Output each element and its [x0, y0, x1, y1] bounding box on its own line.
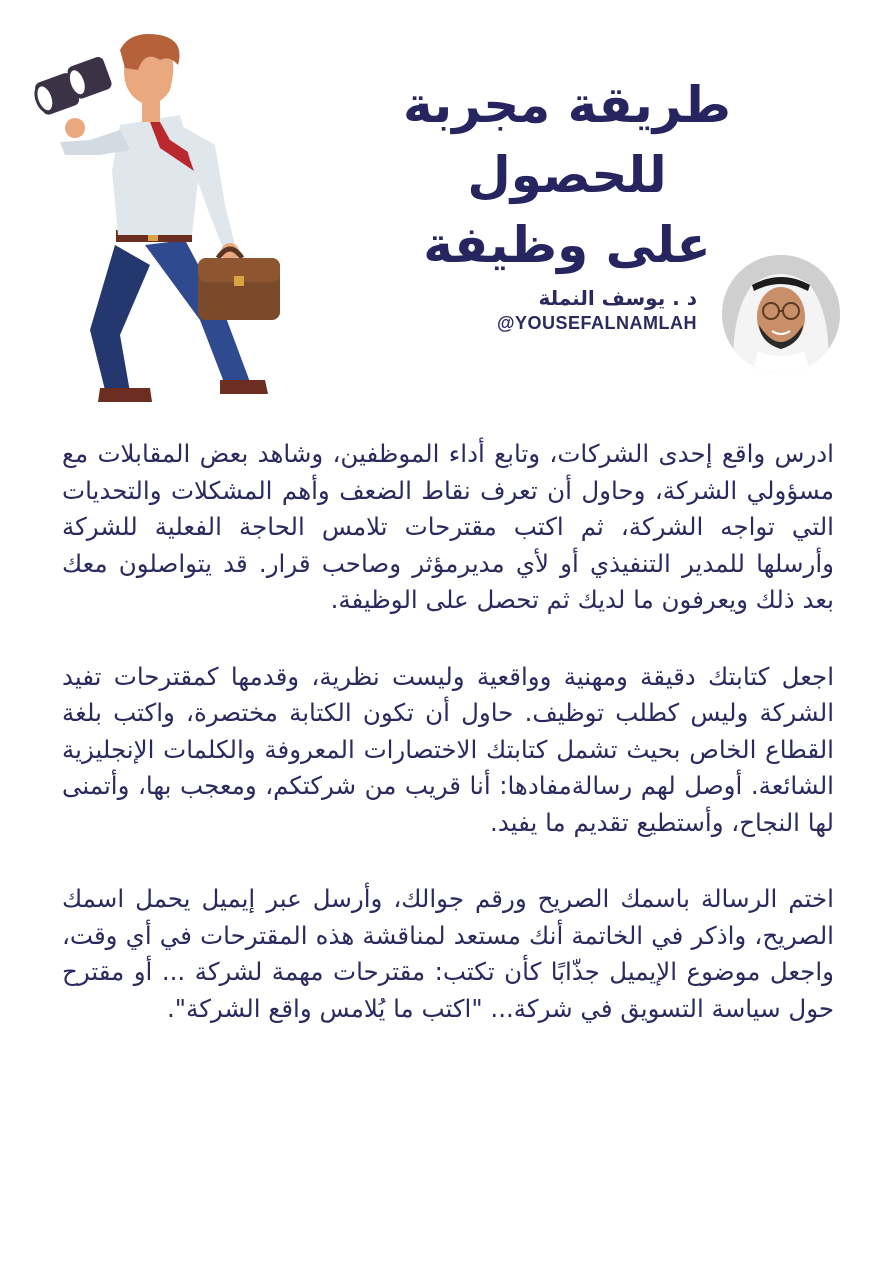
article-body	[62, 436, 834, 1067]
author-name: د . يوسف النملة	[538, 286, 697, 310]
businessman-binoculars-icon	[20, 30, 310, 420]
page-title	[302, 70, 832, 280]
author-avatar	[722, 255, 840, 373]
title-line-2: على وظيفة	[423, 216, 711, 274]
author-handle: @YOUSEFALNAMLAH	[496, 313, 697, 333]
paragraph-2: اجعل كتابتك دقيقة ومهنية وواقعية وليست نظرية، وقدمها كمقترحات تفيد الشركة وليس كطلب توظيف. حاول أن تكون الكتابة مختصرة، واكتب بلغة القطاع الخاص بحيث تشمل كتابتك الاختصارات المعروفة والكلمات الإنجليزية الشائعة. أوصل لهم رسالةمفادها: أنا قريب من شركتكم، ومعجب بها، وأتمنى لها النجاح، وأستطيع تقديم ما يفيد.	[62, 661, 834, 837]
author-info	[497, 285, 697, 335]
businessman-illustration	[20, 30, 310, 420]
paragraph-1: ادرس واقع إحدى الشركات، وتابع أداء الموظفين، وشاهد بعض المقابلات مع مسؤولي الشركة، وحاول أن تعرف نقاط الضعف وأهم المشكلات والتحديات التي تواجه الشركة، ثم اكتب مقترحات تلامس الحاجة الفعلية للشركة وأرسلها للمدير التنفيذي أو لأي مديرمؤثر وصاحب قرار. قد يتواصلون معك بعد ذلك ويعرفون ما لديك ثم تحصل على الوظيفة.	[62, 439, 834, 614]
title-line-1: طريقة مجربة للحصول	[403, 76, 731, 204]
author-avatar-icon	[722, 255, 840, 373]
paragraph-3: اختم الرسالة باسمك الصريح ورقم جوالك، وأرسل عبر إيميل يحمل اسمك الصريح، واذكر في الخاتمة أنك مستعد لمناقشة هذه المقترحات في أي وقت، واجعل موضوع الإيميل جذّابًا كأن تكتب: مقترحات مهمة لشركة ... أو مقترح حول سياسة التسويق في شركة... "اكتب ما يُلامس واقع الشركة".	[62, 884, 834, 1023]
